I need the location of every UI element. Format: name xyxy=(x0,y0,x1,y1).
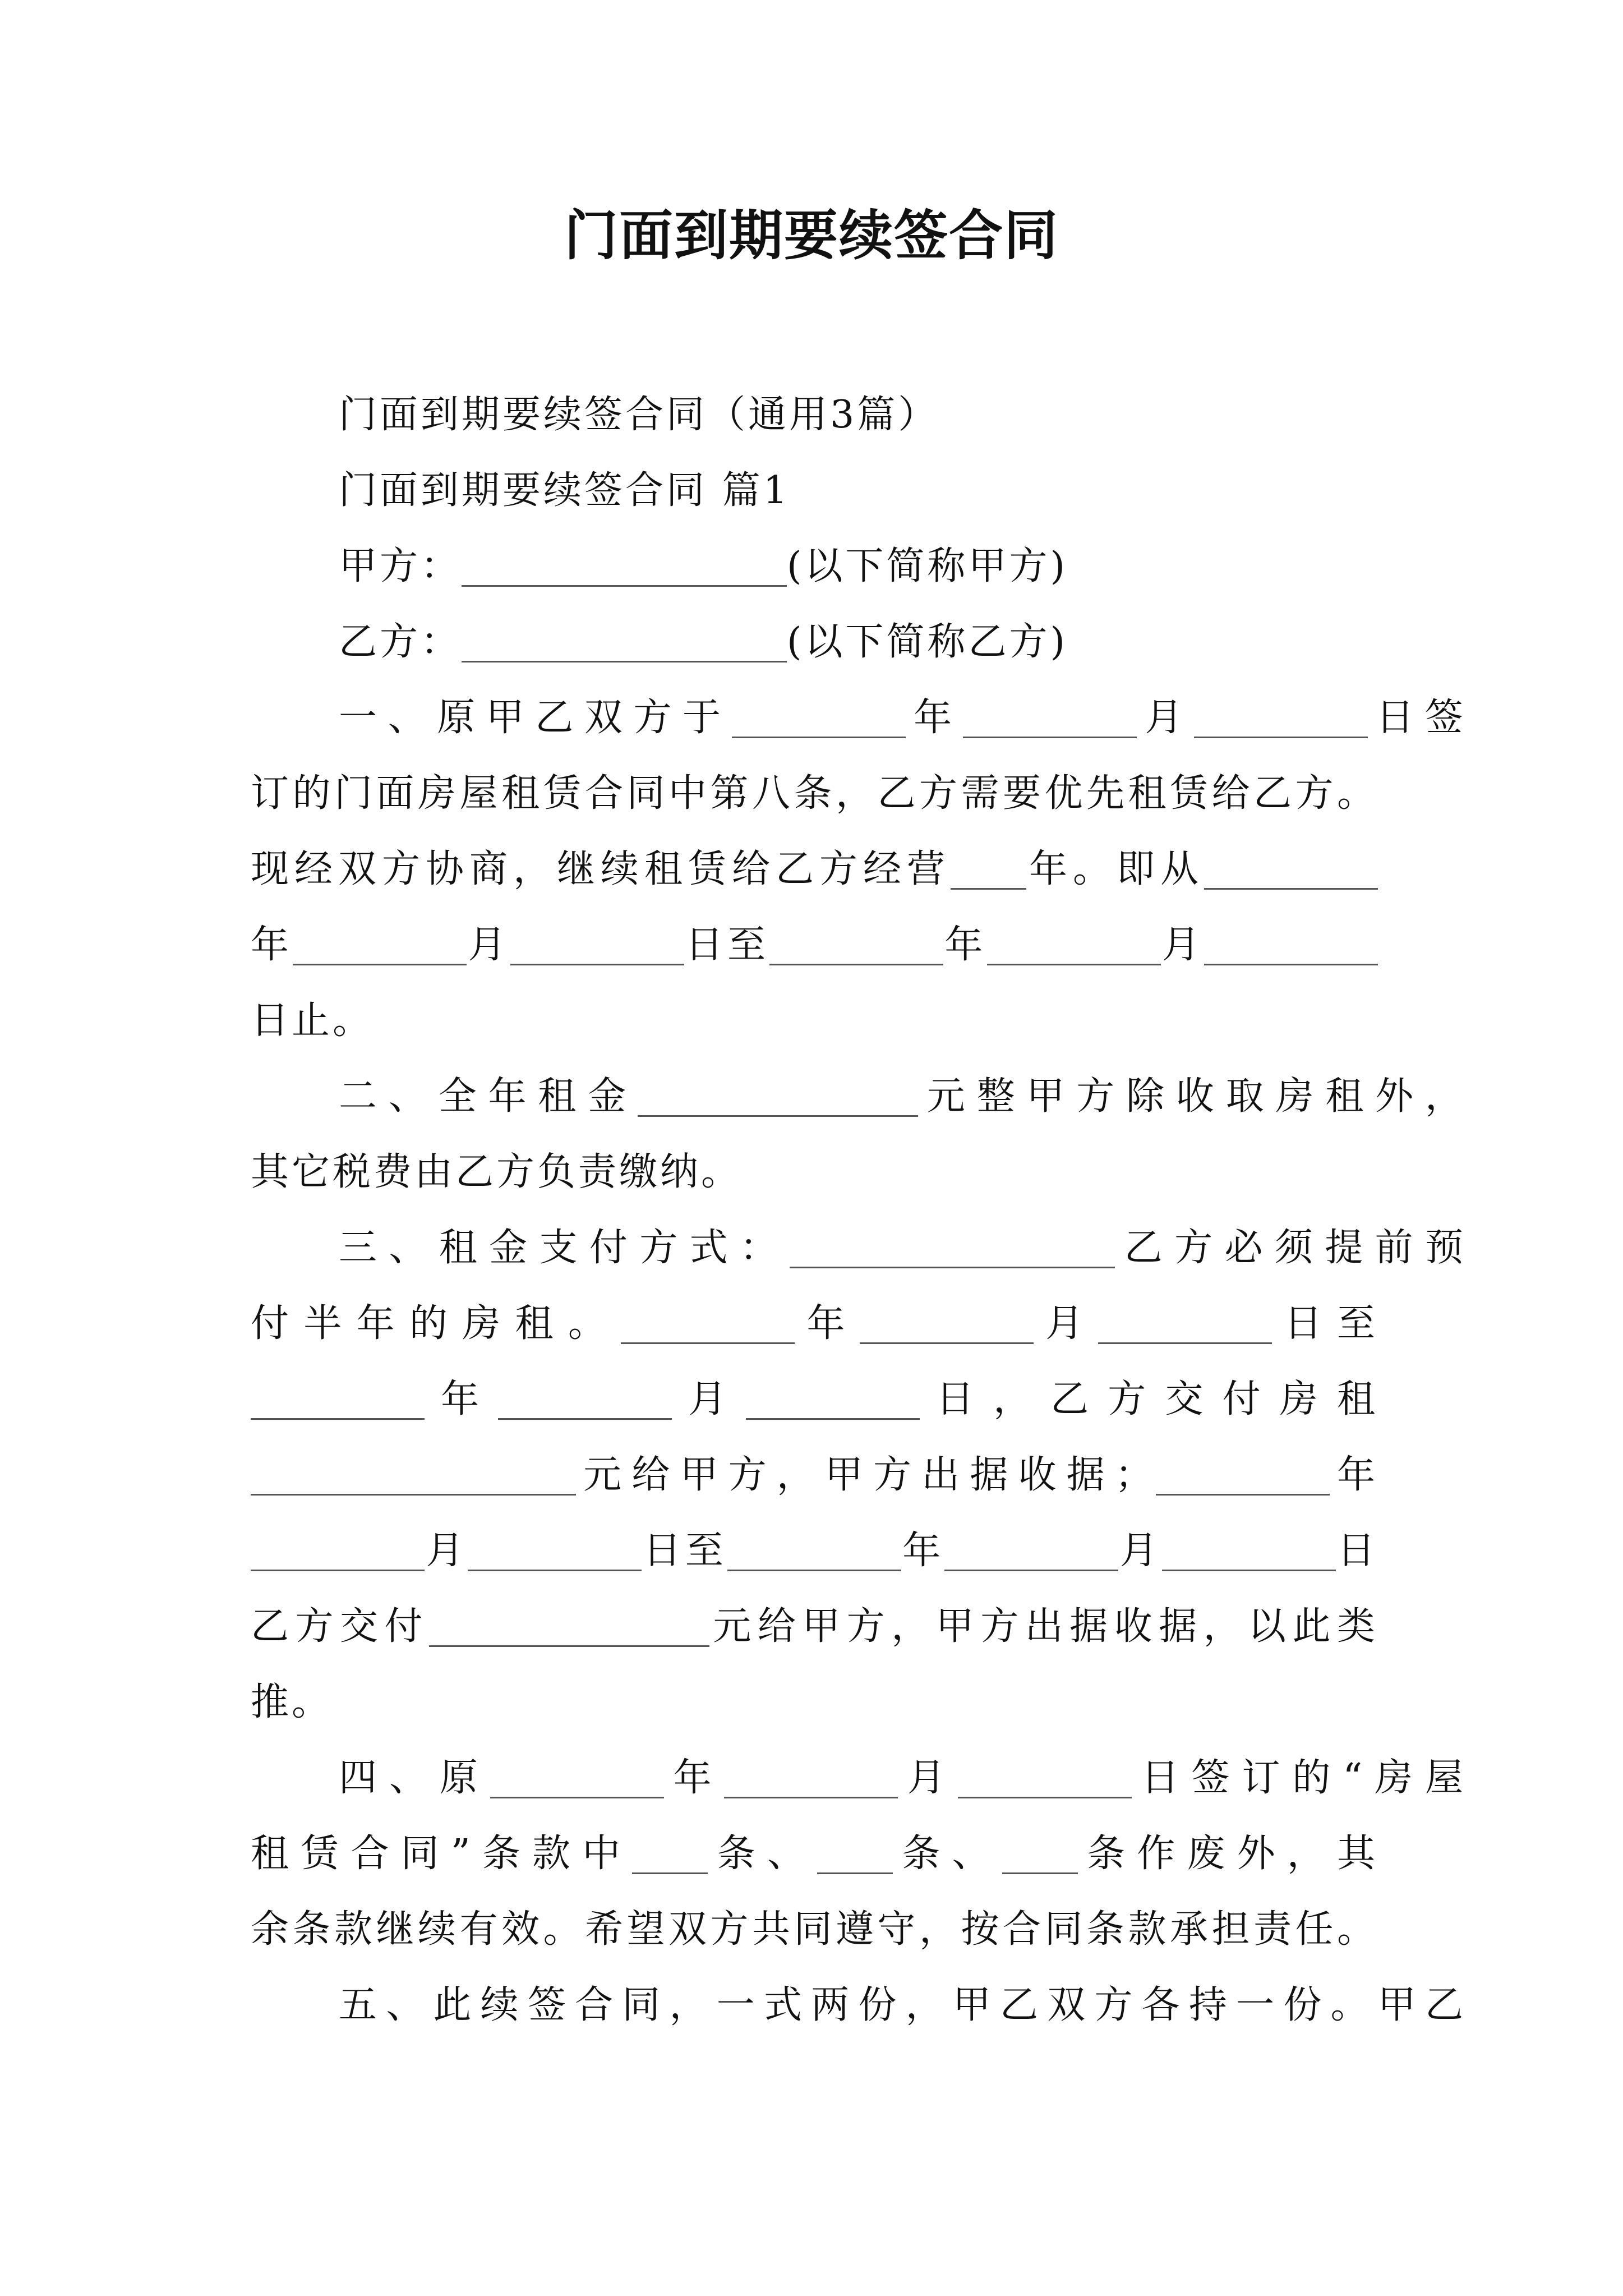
fill-blank xyxy=(468,1530,642,1571)
fill-blank xyxy=(498,1379,672,1420)
fill-blank xyxy=(1204,849,1378,890)
clause-1-line-5: 日止。 xyxy=(251,999,374,1043)
section-heading: 门面到期要续签合同 篇1 xyxy=(339,468,790,513)
fill-blank xyxy=(251,1530,425,1571)
fill-blank xyxy=(958,1757,1132,1798)
fill-blank xyxy=(251,1455,576,1496)
clause-3-line-3: 年 月 日，乙方交付房租 xyxy=(251,1372,1378,1428)
clause-1-line-1: 一、原甲乙双方于 年 月 日签 xyxy=(339,696,1466,740)
clause-2-line-2: 其它税费由乙方负责缴纳。 xyxy=(251,1150,743,1194)
clause-3-line-5: 月 日至 年 月 日 xyxy=(251,1523,1378,1579)
fill-blank xyxy=(293,924,467,965)
fill-blank xyxy=(963,697,1137,738)
fill-blank xyxy=(1204,924,1378,965)
fill-blank xyxy=(429,1606,709,1647)
fill-blank xyxy=(769,924,943,965)
clause-3-line-6: 乙方交付 元给甲方，甲方出据收据，以此类 xyxy=(251,1604,1378,1649)
clause-3-line-7: 推。 xyxy=(251,1680,333,1724)
fill-blank xyxy=(251,1379,425,1420)
document-title: 门面到期要续签合同 xyxy=(564,204,1059,267)
fill-blank xyxy=(944,1530,1118,1571)
clause-3-line-4: 元给甲方，甲方出据收据； 年 xyxy=(251,1447,1378,1503)
fill-blank xyxy=(510,924,684,965)
clause-3-line-2: 付半年的房租。 年 月 日至 xyxy=(251,1301,1378,1346)
fill-blank xyxy=(621,1303,795,1344)
fill-blank xyxy=(790,1227,1115,1268)
fill-blank xyxy=(860,1303,1034,1344)
fill-blank xyxy=(987,924,1161,965)
clause-1-line-4: 年 月 日至 年 月 xyxy=(251,917,1378,973)
party-a-blank xyxy=(462,546,787,587)
party-a-line: 甲方： (以下简称甲方) xyxy=(339,544,1068,588)
party-b-blank xyxy=(462,622,787,662)
fill-blank xyxy=(724,1757,898,1798)
fill-blank xyxy=(1162,1530,1336,1571)
clause-4-line-3: 余条款继续有效。希望双方共同遵守，按合同条款承担责任。 xyxy=(251,1907,1378,1952)
fill-blank xyxy=(817,1833,893,1874)
fill-blank xyxy=(1002,1833,1078,1874)
subtitle: 门面到期要续签合同（通用3篇） xyxy=(339,393,939,437)
fill-blank xyxy=(638,1076,918,1117)
fill-blank xyxy=(1098,1303,1272,1344)
fill-blank xyxy=(746,1379,920,1420)
clause-3-line-1: 三、租金支付方式： 乙方必须提前预 xyxy=(339,1226,1466,1270)
fill-blank xyxy=(727,1530,901,1571)
fill-blank xyxy=(632,1833,708,1874)
fill-blank xyxy=(1194,697,1368,738)
clause-2-line-1: 二、全年租金 元整甲方除收取房租外， xyxy=(339,1074,1466,1119)
clause-4-line-1: 四、原 年 月 日签订的“房屋 xyxy=(339,1756,1466,1800)
clause-1-line-3: 现经双方协商，继续租赁给乙方经营 年。即从 xyxy=(251,841,1378,898)
fill-blank xyxy=(951,849,1026,890)
fill-blank xyxy=(490,1757,664,1798)
clause-1-line-2: 订的门面房屋租赁合同中第八条，乙方需要优先租赁给乙方。 xyxy=(251,771,1378,816)
party-b-line: 乙方： (以下简称乙方) xyxy=(339,620,1068,664)
fill-blank xyxy=(732,697,906,738)
clause-4-line-2: 租赁合同”条款中 条、 条、 条作废外，其 xyxy=(251,1832,1378,1876)
fill-blank xyxy=(1156,1455,1330,1496)
clause-5-line-1: 五、此续签合同，一式两份，甲乙双方各持一份。甲乙 xyxy=(339,1983,1466,2027)
